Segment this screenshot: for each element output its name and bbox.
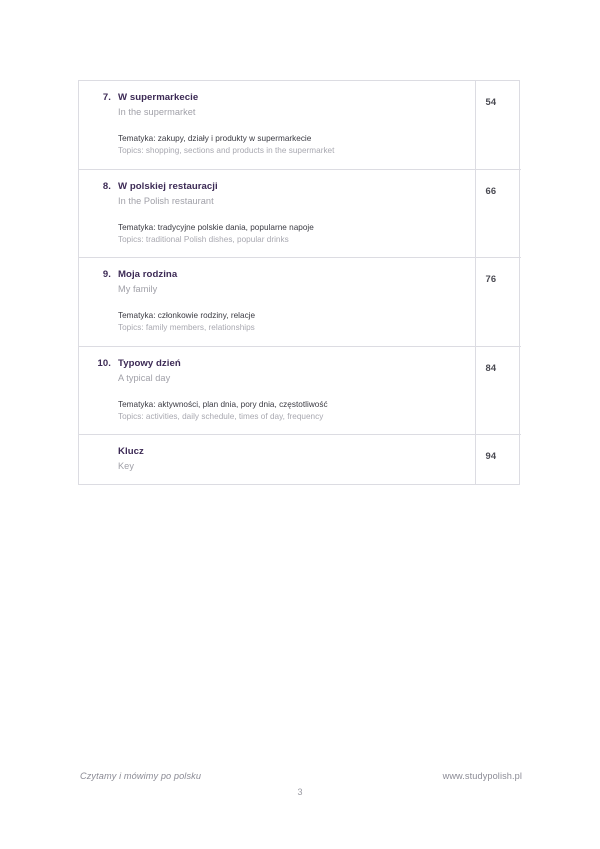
toc-page-cell — [475, 81, 521, 169]
toc-table — [79, 81, 521, 484]
unit-number: 7. — [102, 92, 111, 103]
table-row — [79, 435, 521, 485]
unit-topics-polish: Tematyka: aktywności, plan dnia, pory dnia, częstotliwość — [118, 399, 328, 409]
unit-header — [87, 445, 467, 473]
unit-topics-english: Topics: family members, relationships — [118, 323, 255, 332]
unit-header — [87, 357, 467, 385]
unit-header — [87, 268, 467, 296]
unit-title-polish: Klucz — [118, 446, 144, 457]
page-footer — [0, 766, 600, 816]
toc-entry-cell — [79, 346, 475, 435]
unit-topics — [87, 133, 467, 158]
toc-page-cell — [475, 435, 521, 485]
unit-number: 10. — [97, 357, 111, 369]
unit-titles — [87, 445, 467, 473]
footer-website: www.studypolish.pl — [442, 771, 522, 781]
unit-title-english: My family — [118, 284, 158, 294]
unit-page-number: 94 — [485, 450, 497, 461]
unit-topics-english: Topics: traditional Polish dishes, popular drinks — [118, 234, 289, 244]
unit-topics-polish: Tematyka: zakupy, działy i produkty w supermarkecie — [118, 134, 312, 143]
unit-topics-english: Topics: shopping, sections and products in the supermarket — [118, 146, 335, 155]
toc-page-cell — [475, 258, 521, 347]
toc-entry-cell — [79, 169, 475, 258]
unit-topics-english: Topics: activities, daily schedule, times of day, frequency — [118, 411, 324, 421]
unit-title-polish: W supermarkecie — [118, 92, 199, 103]
toc-page-cell — [475, 169, 521, 258]
toc-entry-cell — [79, 435, 475, 485]
toc-entry-cell — [79, 81, 475, 169]
unit-number: 8. — [102, 180, 111, 192]
toc-page-cell — [475, 346, 521, 435]
unit-page-number: 76 — [485, 273, 497, 284]
unit-title-polish: Moja rodzina — [118, 269, 178, 280]
footer-page-number: 3 — [297, 787, 303, 797]
table-row — [79, 169, 521, 258]
table-row — [79, 346, 521, 435]
unit-topics — [87, 222, 467, 247]
unit-titles — [118, 268, 467, 296]
unit-page-number: 84 — [485, 361, 497, 373]
unit-page-number: 66 — [485, 184, 497, 196]
table-row — [79, 258, 521, 347]
unit-title-polish: Typowy dzień — [118, 357, 181, 369]
unit-title-english: In the supermarket — [118, 107, 196, 117]
unit-titles — [118, 91, 467, 119]
unit-titles — [118, 357, 467, 385]
unit-title-english: A typical day — [118, 372, 171, 383]
unit-header — [87, 180, 467, 208]
unit-number: 9. — [102, 269, 111, 280]
unit-topics — [87, 310, 467, 335]
unit-topics — [87, 399, 467, 424]
toc-table-body — [79, 81, 521, 484]
toc-entry-cell — [79, 258, 475, 347]
footer-book-title: Czytamy i mówimy po polsku — [80, 771, 202, 781]
unit-topics-polish: Tematyka: członkowie rodziny, relacje — [118, 311, 256, 320]
unit-topics-polish: Tematyka: tradycyjne polskie dania, popularne napoje — [118, 222, 314, 232]
table-of-contents — [78, 80, 520, 485]
unit-title-english: Key — [118, 461, 134, 471]
unit-title-english: In the Polish restaurant — [118, 195, 214, 206]
unit-title-polish: W polskiej restauracji — [118, 180, 218, 192]
table-row — [79, 81, 521, 169]
unit-page-number: 54 — [485, 96, 497, 107]
unit-header — [87, 91, 467, 119]
unit-titles — [118, 180, 467, 208]
